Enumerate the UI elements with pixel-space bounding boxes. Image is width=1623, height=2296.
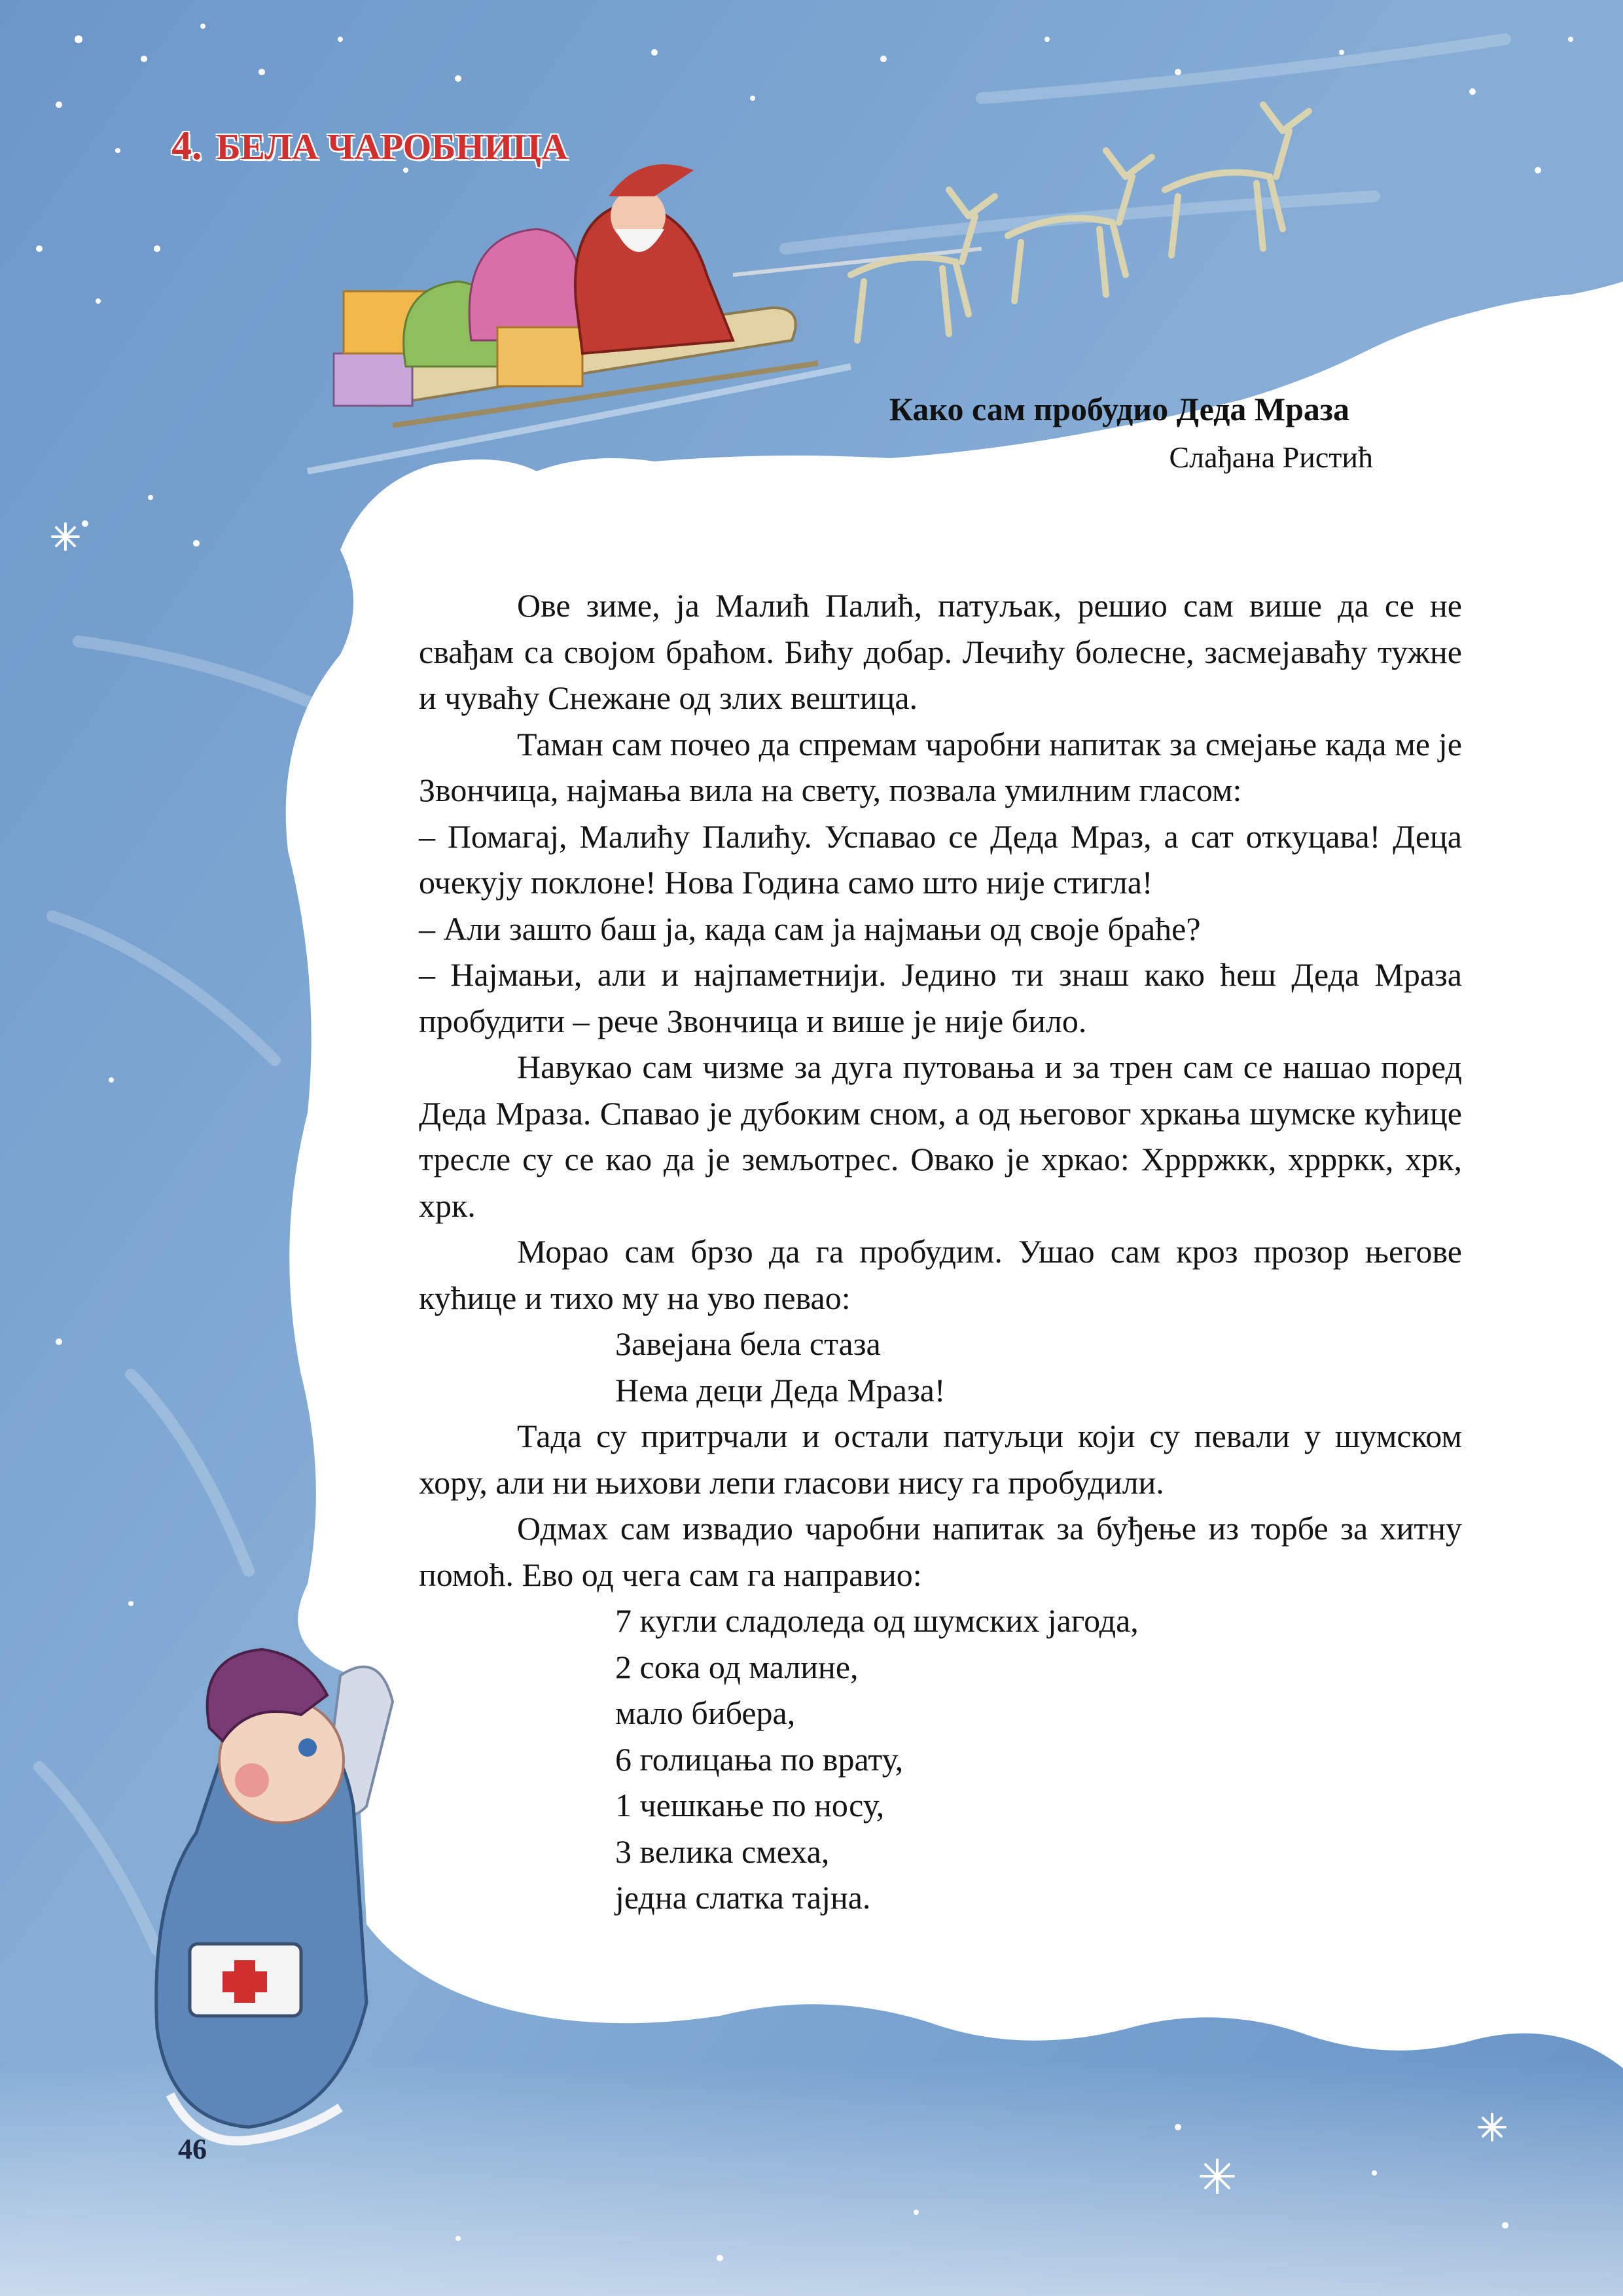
- recipe-line: 6 голицања по врату,: [615, 1740, 904, 1778]
- paragraph: Морао сам брзо да га пробудим. Ушао сам кроз прозор његове кућице и тихо му на уво певао:: [419, 1233, 1462, 1316]
- recipe-line: 3 велика смеха,: [615, 1833, 830, 1870]
- story-title: Како сам пробудио Деда Мраза: [889, 391, 1349, 427]
- chapter-heading: [171, 123, 567, 170]
- chapter-title: БЕЛА ЧАРОБНИЦА: [216, 127, 568, 168]
- recipe-line: 1 чешкање по носу,: [615, 1787, 885, 1823]
- verse-line: Нема деци Деда Мраза!: [615, 1371, 946, 1408]
- paragraph: Навукао сам чизме за дуга путовања и за трен сам се нашао поред Деда Мраза. Спавао је дубоким сном, а од његовог хркања шумске кућице тресле су се као да је земљотрес. Овако је хркао: Хррржкк, хррркк, хрк, хрк.: [419, 1049, 1462, 1224]
- recipe-line: мало бибера,: [615, 1695, 796, 1731]
- recipe-line: 2 сока од малине,: [615, 1648, 859, 1685]
- story-author: Слађана Ристић: [1169, 440, 1373, 474]
- verse-line: Завејана бела стаза: [615, 1325, 881, 1362]
- paragraph: Ове зиме, ја Малић Палић, патуљак, решио сам више да се не свађам са својом браћом. Бићу добар. Лечићу болесне, засмејаваћу тужне и чуваћу Снежане од злих вештица.: [419, 587, 1462, 716]
- paragraph: Тада су притрчали и остали патуљци који су певали у шумском хору, али ни њихови лепи гласови нису га пробудили.: [419, 1418, 1462, 1501]
- story-body: [419, 583, 1462, 1921]
- paragraph: Таман сам почео да спремам чаробни напитак за смејање када ме је Звончица, најмања вила на свету, позвала умилним гласом:: [419, 725, 1462, 808]
- page-number: 46: [178, 2133, 207, 2165]
- dialog-line: – Најмањи, али и најпаметнији. Једино ти знаш како ћеш Деда Мраза пробудити – рече Звончица и више је није било.: [419, 956, 1462, 1039]
- paragraph: Одмах сам извадио чаробни напитак за буђење из торбе за хитну помоћ. Ево од чега сам га направио:: [419, 1510, 1462, 1593]
- dialog-line: – Помагај, Малићу Палићу. Успавао се Деда Мраз, а сат откуцава! Деца очекују поклоне! Нова Година само што није стигла!: [419, 817, 1462, 901]
- dialog-line: – Али зашто баш ја, када сам ја најмањи од своје браће?: [419, 910, 1201, 947]
- recipe-line: једна слатка тајна.: [615, 1879, 871, 1916]
- recipe-line: 7 кугли сладоледа од шумских јагода,: [615, 1602, 1139, 1639]
- chapter-number: 4.: [171, 124, 202, 168]
